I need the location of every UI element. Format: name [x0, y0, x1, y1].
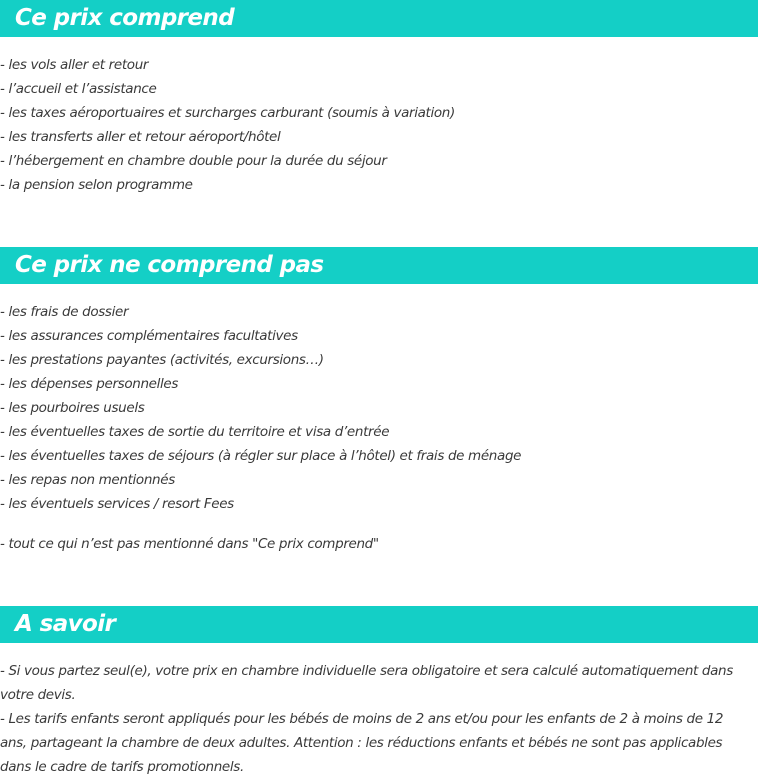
list-item: - les éventuels services / resort Fees [0, 496, 234, 512]
list-item: - l’accueil et l’assistance [0, 81, 157, 97]
section-included-title: Ce prix comprend [15, 5, 235, 31]
list-item: - les pourboires usuels [0, 400, 145, 416]
section-good-to-know [0, 606, 758, 779]
section-not-included [0, 247, 758, 556]
list-item: - les éventuelles taxes de séjours (à régler sur place à l’hôtel) et frais de ménage [0, 448, 522, 464]
list-item: - les taxes aéroportuaires et surcharges carburant (soumis à variation) [0, 105, 455, 121]
list-item: - les prestations payantes (activités, excursions…) [0, 352, 324, 368]
section-not-included-title: Ce prix ne comprend pas [15, 252, 324, 278]
list-item: - les dépenses personnelles [0, 376, 179, 392]
list-item: - l’hébergement en chambre double pour la durée du séjour [0, 153, 387, 169]
list-item: - les repas non mentionnés [0, 472, 175, 488]
list-item: - les transferts aller et retour aéroport/hôtel [0, 129, 281, 145]
list-item: - les assurances complémentaires facultatives [0, 328, 298, 344]
list-item: - les éventuelles taxes de sortie du territoire et visa d’entrée [0, 424, 390, 440]
section-included-banner [0, 0, 758, 37]
section-good-to-know-title: A savoir [15, 611, 116, 637]
section-good-to-know-banner [0, 606, 758, 643]
good-to-know-paragraph: - Les tarifs enfants seront appliqués pour les bébés de moins de 2 ans et/ou pour les enfants de 2 à moins de 12 ans, partageant la chambre de deux adultes. Attention : les réductions enfants et bébés ne sont pas applicables dans le cadre de tarifs promotionnels. [0, 711, 724, 775]
list-item: - les frais de dossier [0, 304, 129, 320]
section-included [0, 0, 758, 197]
not-included-list [0, 300, 758, 516]
good-to-know-body [0, 659, 758, 779]
list-item: - les vols aller et retour [0, 57, 149, 73]
included-list [0, 53, 758, 197]
not-included-note: - tout ce qui n’est pas mentionné dans "Ce prix comprend" [0, 536, 379, 552]
list-item: - la pension selon programme [0, 177, 193, 193]
section-not-included-banner [0, 247, 758, 284]
good-to-know-paragraph: - Si vous partez seul(e), votre prix en chambre individuelle sera obligatoire et sera calculé automatiquement dans votre devis. [0, 663, 733, 703]
